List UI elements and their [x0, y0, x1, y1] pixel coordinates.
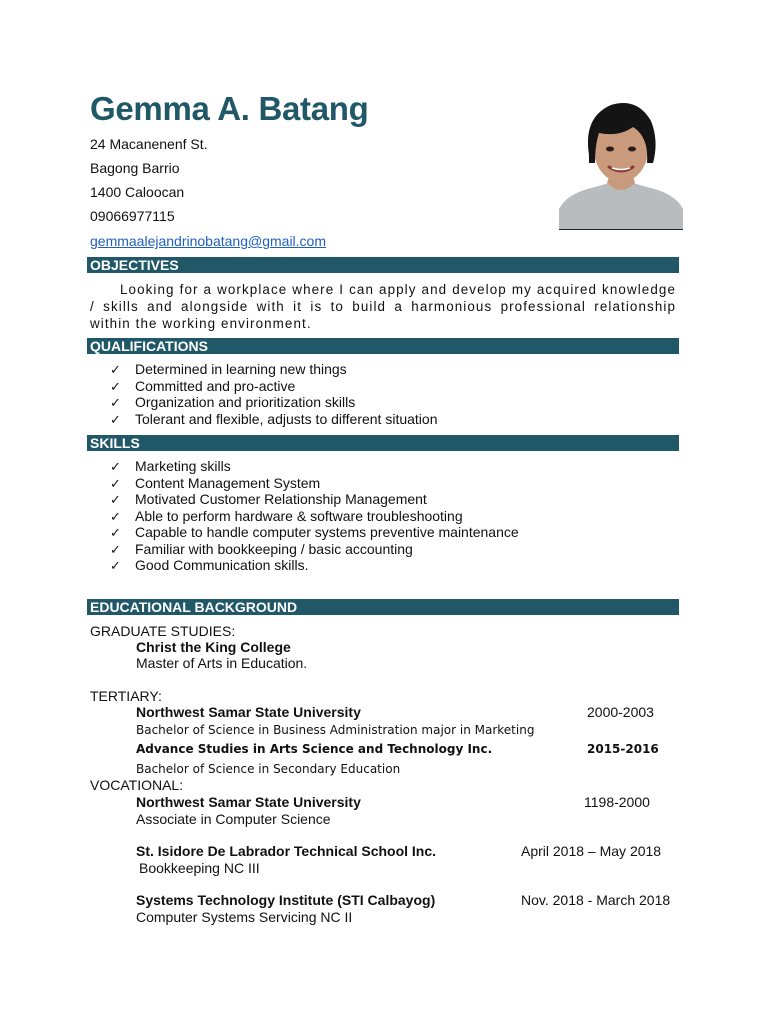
check-icon: ✓ — [110, 459, 121, 474]
list-item: ✓ Determined in learning new things — [110, 361, 347, 377]
address-line-1: 24 Macanenenf St. — [90, 136, 208, 152]
address-line-3: 1400 Caloocan — [90, 184, 185, 200]
section-header-objectives: OBJECTIVES — [87, 257, 679, 273]
list-item: ✓ Marketing skills — [110, 458, 231, 474]
list-item: ✓ Good Communication skills. — [110, 557, 309, 573]
vocational-label: VOCATIONAL: — [90, 777, 184, 793]
tertiary-degree-1: Bachelor of Science in Business Administration major in Marketing — [136, 723, 535, 737]
email-link[interactable]: gemmaalejandrinobatang@gmail.com — [90, 233, 327, 249]
vocational-school-1: Northwest Samar State University — [136, 794, 361, 810]
check-icon: ✓ — [110, 378, 121, 394]
check-icon: ✓ — [110, 362, 121, 377]
check-icon: ✓ — [110, 411, 121, 427]
list-item: ✓ Familiar with bookkeeping / basic accounting — [110, 540, 413, 557]
graduate-label: GRADUATE STUDIES: — [90, 623, 236, 639]
list-item: ✓ Capable to handle computer systems preventive maintenance — [110, 524, 519, 540]
vocational-years-2: April 2018 – May 2018 — [521, 843, 662, 859]
list-item: ✓ Organization and prioritization skills — [110, 394, 356, 410]
graduate-degree: Master of Arts in Education. — [136, 655, 308, 671]
profile-photo-illustration — [559, 97, 683, 229]
qualifications-list — [110, 361, 437, 427]
tertiary-label: TERTIARY: — [90, 688, 162, 704]
list-item: ✓ Able to perform hardware & software troubleshooting — [110, 507, 463, 524]
profile-photo — [559, 97, 683, 230]
check-icon: ✓ — [110, 508, 121, 524]
list-item: ✓ Content Management System — [110, 474, 321, 491]
skills-list — [110, 458, 519, 574]
vocational-degree-2: Bookkeeping NC III — [139, 860, 260, 876]
address-line-2: Bagong Barrio — [90, 160, 180, 176]
vocational-years-3: Nov. 2018 - March 2018 — [521, 892, 671, 908]
list-item: ✓ Committed and pro-active — [110, 377, 296, 394]
check-icon: ✓ — [110, 558, 121, 573]
vocational-degree-3: Computer Systems Servicing NC II — [136, 909, 353, 925]
graduate-school: Christ the King College — [136, 639, 291, 655]
tertiary-years-1: 2000-2003 — [587, 704, 654, 720]
tertiary-school-2: Advance Studies in Arts Science and Technology Inc. — [136, 742, 493, 756]
list-item: ✓ Tolerant and flexible, adjusts to different situation — [110, 410, 438, 427]
check-icon: ✓ — [110, 475, 121, 491]
section-header-qualifications: QUALIFICATIONS — [87, 338, 679, 354]
tertiary-school-1: Northwest Samar State University — [136, 704, 361, 720]
phone-number: 09066977115 — [90, 208, 175, 224]
vocational-years-1: 1198-2000 — [584, 794, 650, 810]
section-header-skills: SKILLS — [87, 435, 679, 451]
vocational-school-3: Systems Technology Institute (STI Calbayog) — [136, 892, 436, 908]
objective-text: Looking for a workplace where I can apply and develop my acquired knowledge / skills and alongside with it is to build a harmonious professional relationship within the working environment. — [90, 282, 676, 331]
list-item: ✓ Motivated Customer Relationship Management — [110, 491, 427, 507]
check-icon: ✓ — [110, 395, 121, 410]
tertiary-degree-2: Bachelor of Science in Secondary Education — [136, 762, 401, 776]
vocational-school-2: St. Isidore De Labrador Technical School Inc. — [136, 843, 437, 859]
check-icon: ✓ — [110, 541, 121, 557]
applicant-name: Gemma A. Batang — [90, 90, 369, 127]
check-icon: ✓ — [110, 525, 121, 540]
check-icon: ✓ — [110, 492, 121, 507]
tertiary-years-2: 2015-2016 — [587, 742, 659, 756]
vocational-degree-1: Associate in Computer Science — [136, 811, 331, 827]
section-header-education: EDUCATIONAL BACKGROUND — [87, 599, 679, 615]
